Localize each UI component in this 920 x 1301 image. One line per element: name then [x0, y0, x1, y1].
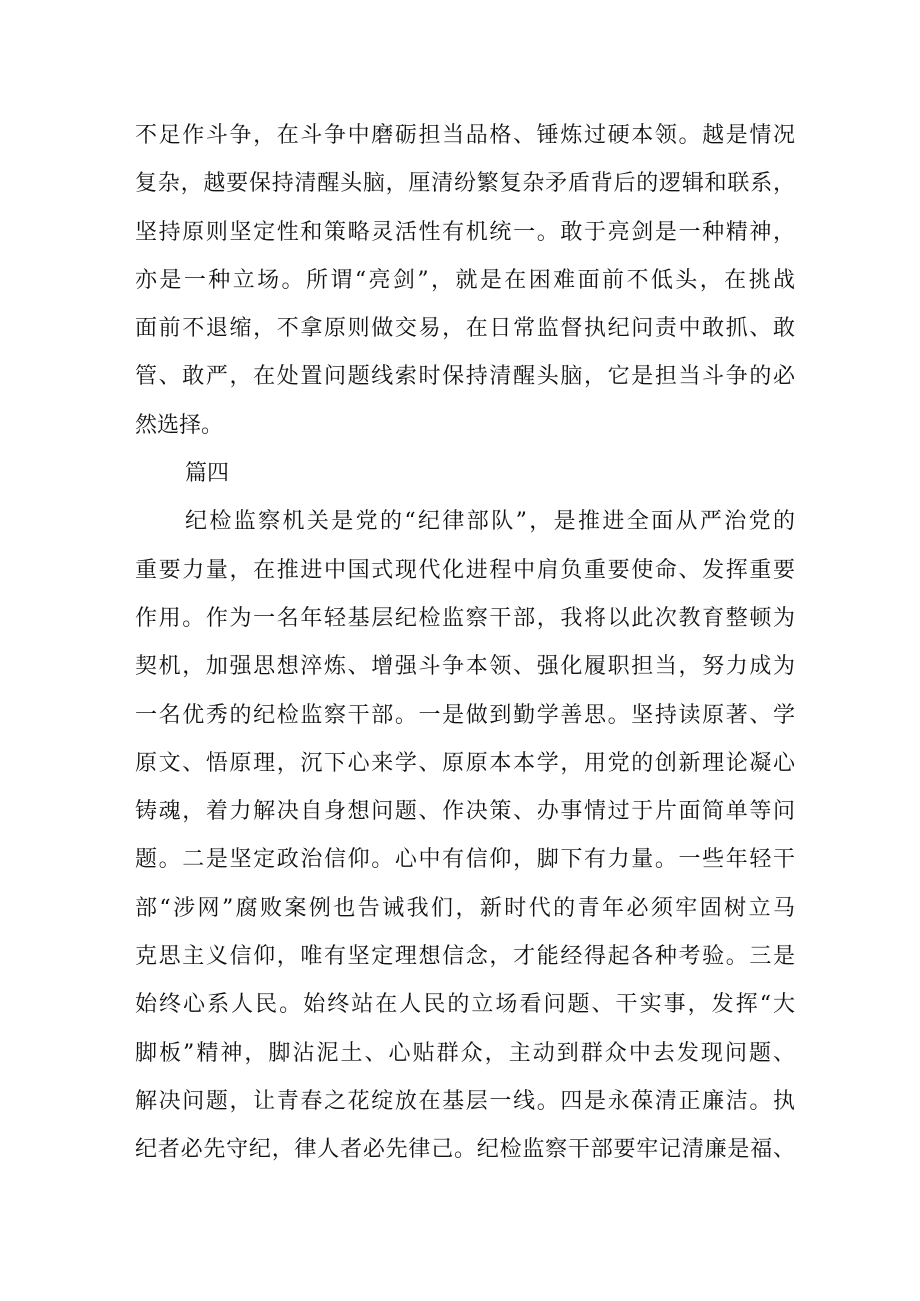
text-line: 原文、悟原理，沉下心来学、原原本本学，用党的创新理论凝心	[135, 750, 795, 776]
text-line: 部“涉网”腐败案例也告诫我们，新时代的青年必须牢固树立马	[135, 895, 795, 921]
text-line: 铸魂，着力解决自身想问题、作决策、办事情过于片面简单等问	[135, 799, 795, 825]
text-line: 契机，加强思想淬炼、增强斗争本领、强化履职担当，努力成为	[135, 654, 795, 680]
text-line: 不足作斗争，在斗争中磨砺担当品格、锤炼过硬本领。越是情况	[135, 123, 795, 148]
text-line: 题。二是坚定政治信仰。心中有信仰，脚下有力量。一些年轻干	[135, 847, 795, 873]
text-line: 坚持原则坚定性和策略灵活性有机统一。敢于亮剑是一种精神，	[135, 219, 795, 245]
text-line: 亦是一种立场。所谓“亮剑”，就是在困难面前不低头，在挑战	[135, 267, 795, 293]
text-line: 纪检监察机关是党的“纪律部队”，是推进全面从严治党的	[185, 509, 795, 535]
text-line: 脚板”精神，脚沾泥土、心贴群众，主动到群众中去发现问题、	[135, 1040, 795, 1066]
text-line: 管、敢严，在处置问题线索时保持清醒头脑，它是担当斗争的必	[135, 364, 795, 390]
text-line: 克思主义信仰，唯有坚定理想信念，才能经得起各种考验。三是	[135, 944, 795, 970]
text-line: 解决问题，让青春之花绽放在基层一线。四是永葆清正廉洁。执	[135, 1088, 795, 1114]
text-line: 面前不退缩，不拿原则做交易，在日常监督执纪问责中敢抓、敢	[135, 316, 795, 342]
section-heading: 篇四	[185, 461, 230, 487]
text-line: 一名优秀的纪检监察干部。一是做到勤学善思。坚持读原著、学	[135, 702, 795, 728]
text-line: 作用。作为一名年轻基层纪检监察干部，我将以此次教育整顿为	[135, 605, 795, 631]
text-line: 始终心系人民。始终站在人民的立场看问题、干实事，发挥“大	[135, 992, 795, 1018]
text-line: 纪者必先守纪，律人者必先律己。纪检监察干部要牢记清廉是福、	[135, 1137, 795, 1163]
text-line: 然选择。	[135, 412, 224, 438]
text-line: 复杂，越要保持清醒头脑，厘清纷繁复杂矛盾背后的逻辑和联系，	[135, 171, 795, 197]
text-line: 重要力量，在推进中国式现代化进程中肩负重要使命、发挥重要	[135, 557, 795, 583]
document-body	[135, 112, 795, 1175]
